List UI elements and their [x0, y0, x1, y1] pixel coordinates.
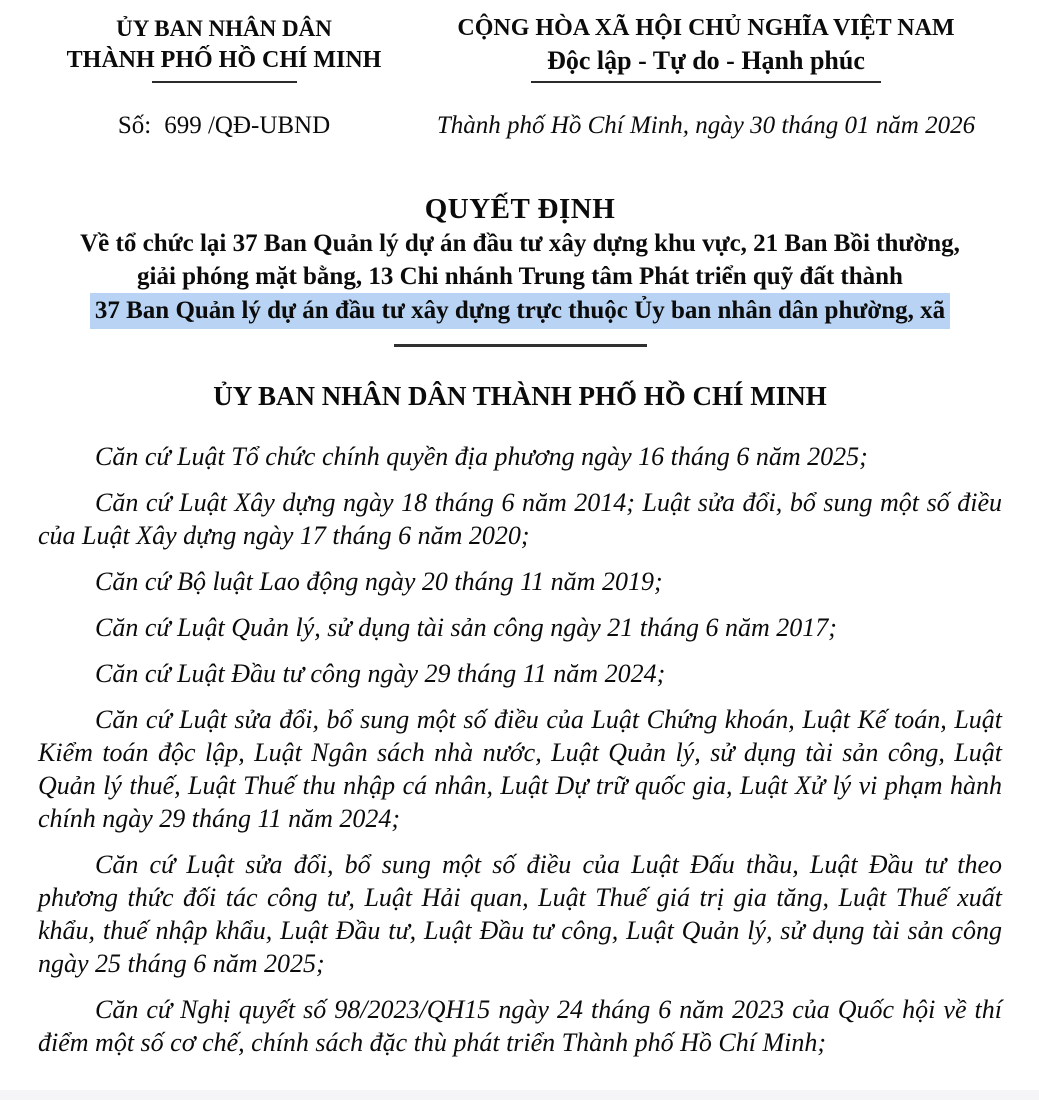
motto-underline [531, 81, 881, 83]
document-number [38, 110, 410, 142]
preamble-paragraph: Căn cứ Luật Đầu tư công ngày 29 tháng 11 năm 2024; [95, 659, 666, 688]
title-divider [394, 344, 647, 347]
issuing-agency-block [38, 13, 410, 83]
document-number-label: Số: [117, 112, 152, 139]
national-motto: Độc lập - Tự do - Hạnh phúc [547, 46, 865, 75]
agency-name-line1: ỦY BAN NHÂN DÂN [116, 16, 332, 41]
preamble-paragraph: Căn cứ Luật sửa đổi, bổ sung một số điều của Luật Đấu thầu, Luật Đầu tư theo phương thức đối tác công tư, Luật Hải quan, Luật Thuế giá trị gia tăng, Luật Thuế xuất khẩu, thuế nhập khẩu, Luật Đầu tư, Luật Đầu tư công, Luật Quản lý, sử dụng tài sản công ngày 25 tháng 6 năm 2025; [38, 850, 1002, 978]
highlighted-text: 37 Ban Quản lý dự án đầu tư xây dựng trực thuộc Ủy ban nhân dân phường, xã [90, 293, 950, 329]
preamble-paragraph: Căn cứ Luật Tổ chức chính quyền địa phương ngày 16 tháng 6 năm 2025; [95, 442, 868, 471]
preamble-paragraph: Căn cứ Luật Quản lý, sử dụng tài sản công ngày 21 tháng 6 năm 2017; [95, 613, 837, 642]
preamble-paragraph: Căn cứ Bộ luật Lao động ngày 20 tháng 11 năm 2019; [95, 567, 663, 596]
preamble-paragraph: Căn cứ Nghị quyết số 98/2023/QH15 ngày 24 tháng 6 năm 2023 của Quốc hội về thí điểm một số cơ chế, chính sách đặc thù phát triển Thành phố Hồ Chí Minh; [38, 995, 1002, 1057]
place-date-line: Thành phố Hồ Chí Minh, ngày 30 tháng 01 năm 2026 [436, 112, 976, 139]
national-title: CỘNG HÒA XÃ HỘI CHỦ NGHĨA VIỆT NAM [457, 15, 955, 41]
preamble-paragraph: Căn cứ Luật sửa đổi, bổ sung một số điều của Luật Chứng khoán, Luật Kế toán, Luật Kiểm toán độc lập, Luật Ngân sách nhà nước, Luật Quản lý, sử dụng tài sản công, Luật Quản lý thuế, Luật Thuế thu nhập cá nhân, Luật Dự trữ quốc gia, Luật Xử lý vi phạm hành chính ngày 29 tháng 11 năm 2024; [38, 705, 1002, 833]
preamble-paragraph: Căn cứ Luật Xây dựng ngày 18 tháng 6 năm 2014; Luật sửa đổi, bổ sung một số điều của Luật Xây dựng ngày 17 tháng 6 năm 2020; [38, 488, 1002, 550]
preamble-body [38, 440, 1002, 1059]
national-motto-block [410, 13, 1002, 83]
agency-underline [152, 81, 297, 83]
document-meta-row [38, 110, 1002, 142]
page-bottom-edge [0, 1090, 1039, 1100]
decision-heading: QUYẾT ĐỊNH [424, 193, 616, 225]
document-header [38, 13, 1002, 83]
issuer-heading: ỦY BAN NHÂN DÂN THÀNH PHỐ HỒ CHÍ MINH [213, 381, 827, 411]
agency-name-line2: THÀNH PHỐ HỒ CHÍ MINH [66, 47, 382, 73]
decision-subtitle-line3 [38, 293, 1002, 329]
document-number-value: 699 /QĐ-UBND [164, 112, 331, 139]
decision-subtitle-line2: giải phóng mặt bằng, 13 Chi nhánh Trung tâm Phát triển quỹ đất thành [137, 263, 903, 290]
decision-title-block [38, 192, 1002, 347]
decision-subtitle-line1: Về tổ chức lại 37 Ban Quản lý dự án đầu tư xây dựng khu vực, 21 Ban Bồi thường, [80, 230, 960, 257]
